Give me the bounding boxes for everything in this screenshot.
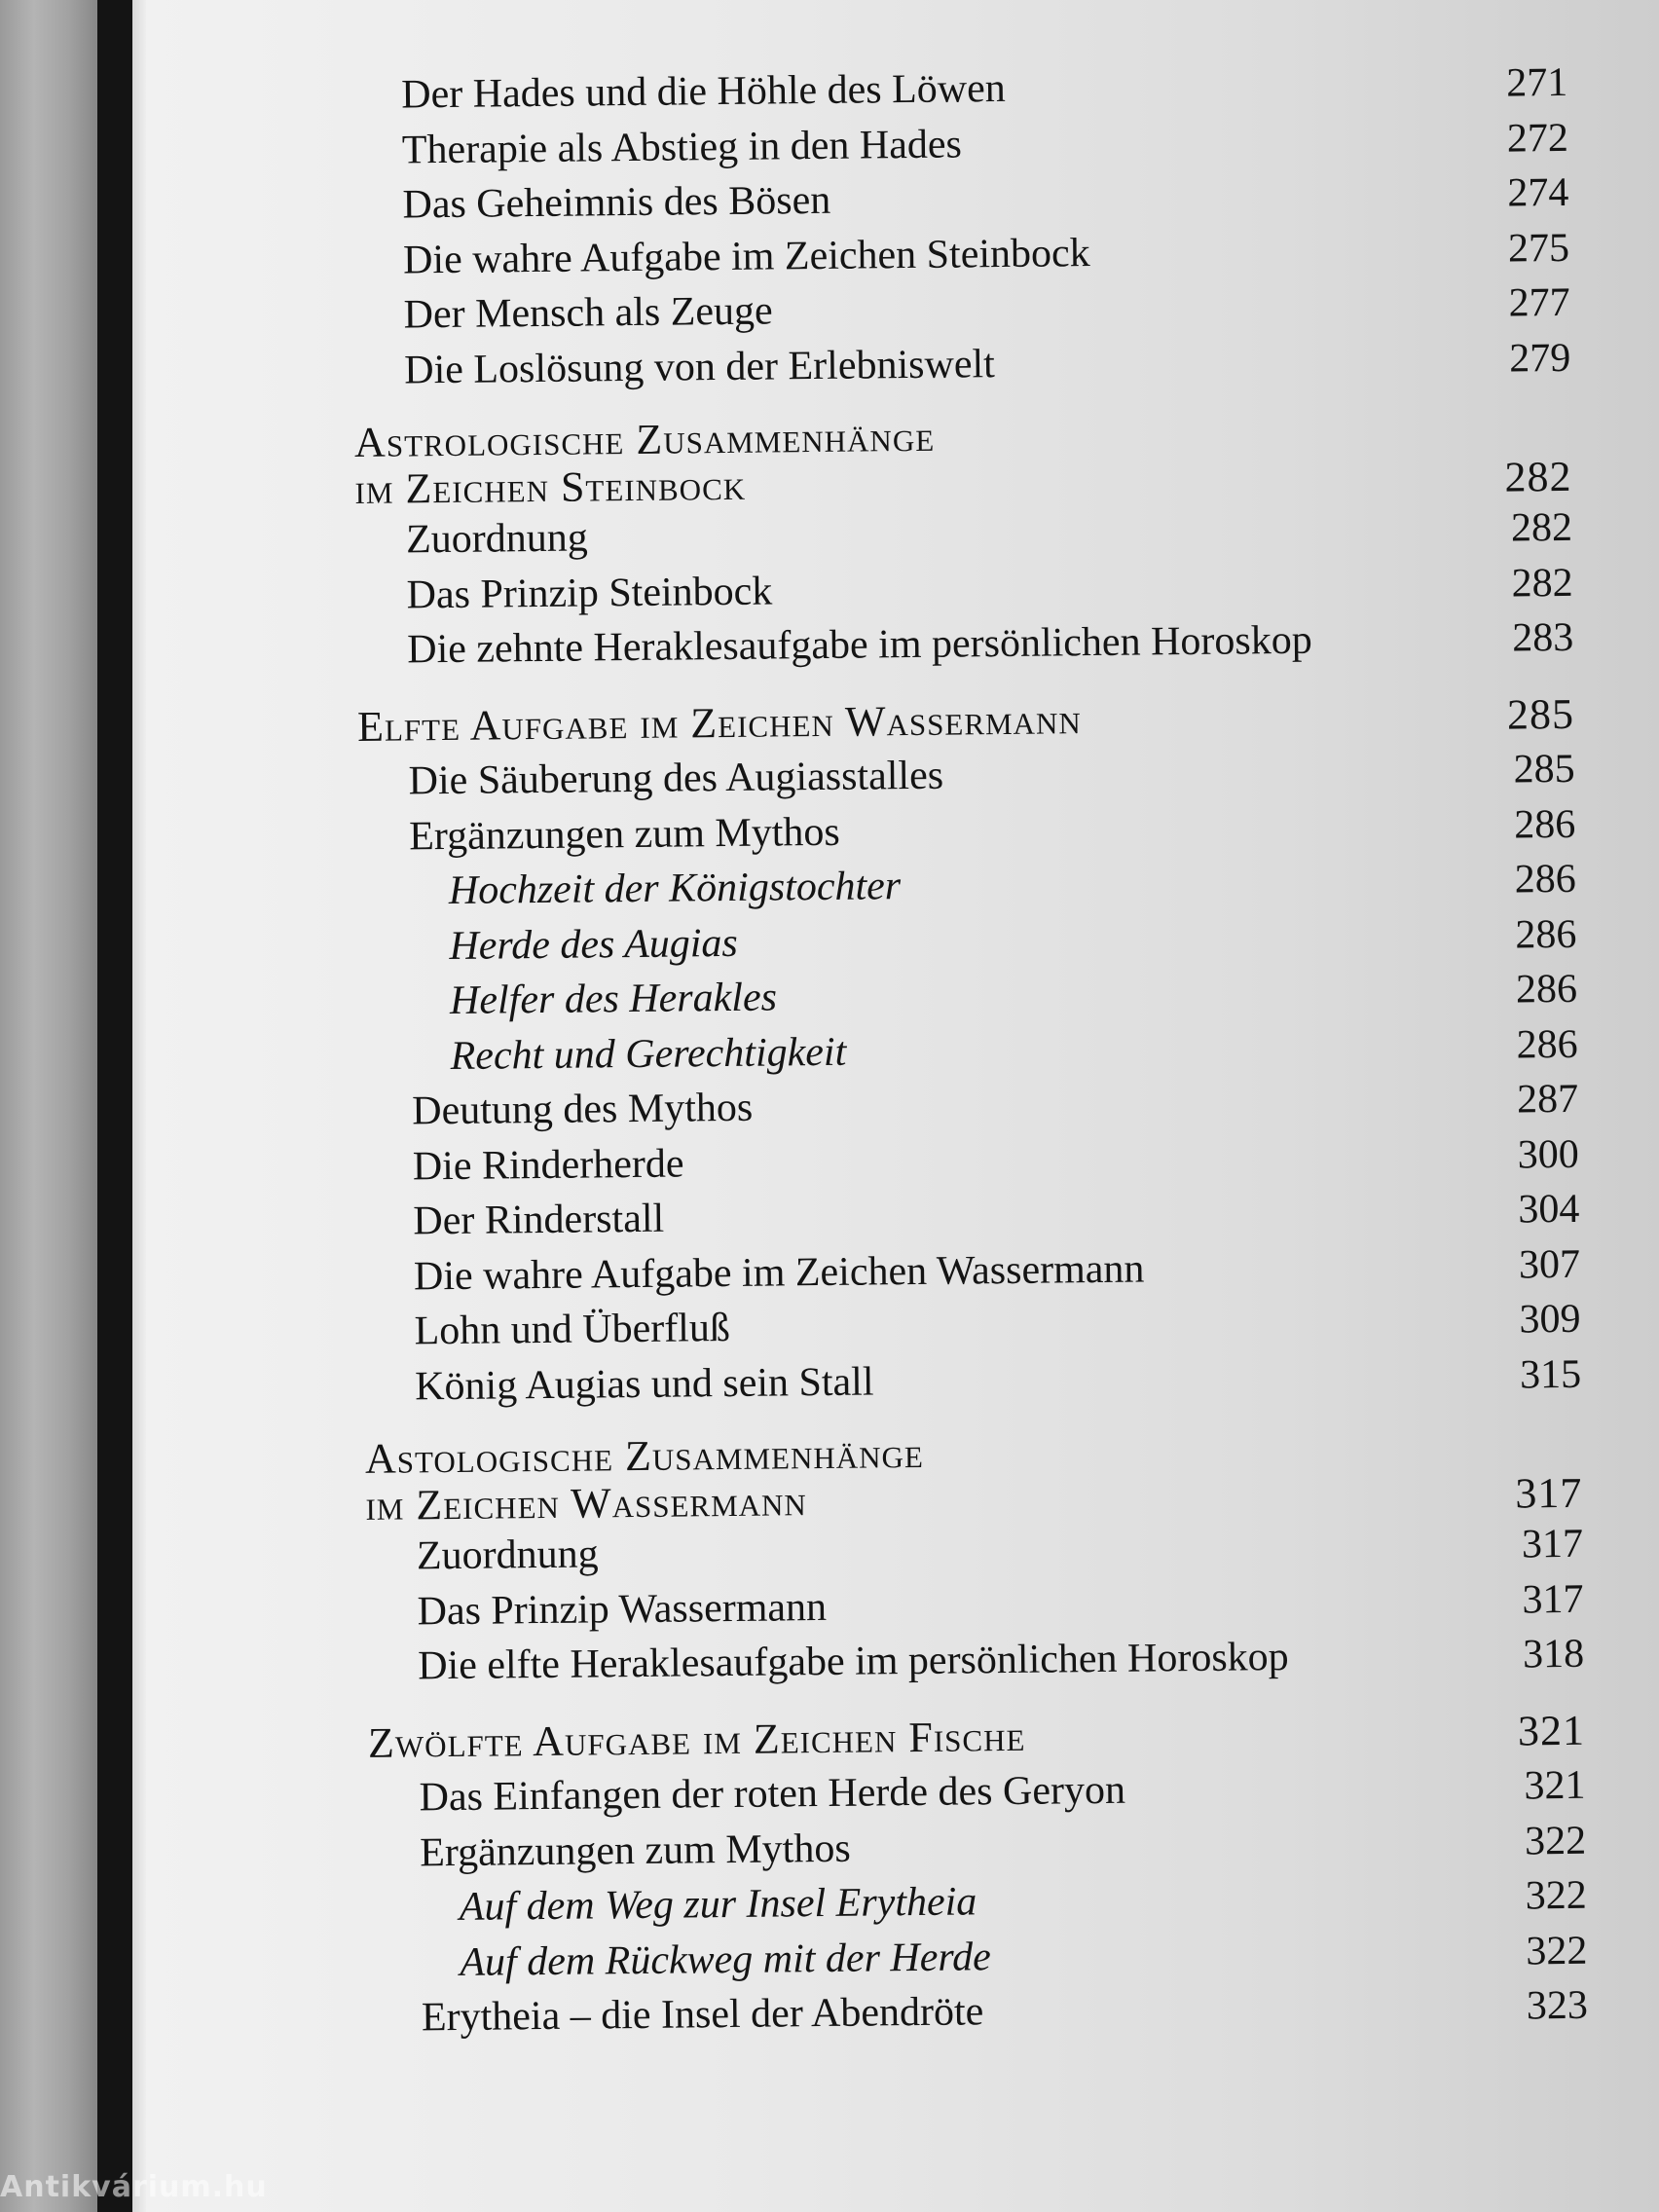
toc-entry-page: 323 — [1526, 1982, 1589, 2029]
section-heading-line2: im Zeichen Wassermann — [365, 1477, 808, 1530]
toc-subentry-page: 286 — [1516, 1021, 1578, 1068]
toc-entry-page: 279 — [1508, 335, 1571, 382]
toc-entry-title: Die wahre Aufgabe im Zeichen Wassermann — [413, 1246, 1145, 1299]
toc-subentry-title: Hochzeit der Königstochter — [448, 864, 902, 913]
toc-entry — [353, 330, 1571, 398]
toc-entry — [356, 610, 1574, 679]
toc-entry-title: Die Rinderherde — [412, 1140, 684, 1189]
section-heading-title: Elfte Aufgabe im Zeichen Wassermann — [356, 694, 1082, 751]
toc-entry-title: Das Geheimnis des Bösen — [402, 177, 831, 228]
toc-entry-page: 272 — [1506, 115, 1569, 162]
toc-entry-page: 271 — [1505, 59, 1568, 106]
toc-entry-page: 274 — [1507, 169, 1569, 216]
toc-entry-title: Die zehnte Heraklesaufgabe im persönlichen Horoskop — [407, 617, 1312, 673]
table-of-contents — [350, 55, 1588, 2046]
toc-entry-title: Das Prinzip Wassermann — [417, 1584, 828, 1634]
book-spine-edge — [97, 0, 132, 2212]
toc-entry-page: 286 — [1513, 801, 1576, 848]
toc-entry-title: Ergänzungen zum Mythos — [419, 1825, 851, 1875]
section-heading-line1: Astrologische Zusammenhänge — [353, 412, 936, 466]
toc-entry-title: Die elfte Heraklesaufgabe im persönlichen Horoskop — [417, 1634, 1289, 1689]
toc-entry-title: Erytheia – die Insel der Abendröte — [421, 1989, 984, 2041]
toc-entry-page: 317 — [1522, 1576, 1584, 1622]
toc-entry-title: Der Hades und die Höhle des Löwen — [401, 65, 1006, 118]
toc-subentry-title: Herde des Augias — [449, 920, 738, 969]
toc-entry-title: Zuordnung — [405, 515, 588, 563]
toc-entry — [364, 1346, 1582, 1415]
section-page: 285 — [1506, 689, 1575, 739]
toc-entry-title: Zuordnung — [416, 1531, 599, 1579]
toc-entry-title: Ergänzungen zum Mythos — [409, 809, 840, 859]
toc-subentry-page: 286 — [1515, 966, 1578, 1013]
toc-entry-page: 283 — [1511, 614, 1574, 661]
toc-entry-page: 307 — [1518, 1241, 1581, 1288]
section-heading-title: Zwölfte Aufgabe im Zeichen Fische — [367, 1712, 1026, 1767]
toc-subentry-title: Helfer des Herakles — [449, 975, 778, 1023]
toc-subentry-title: Auf dem Rückweg mit der Herde — [460, 1934, 992, 1985]
toc-entry-title: König Augias und sein Stall — [414, 1358, 874, 1409]
toc-subentry-page: 322 — [1525, 1872, 1587, 1919]
toc-entry-page: 287 — [1516, 1076, 1579, 1123]
toc-subentry-page: 322 — [1526, 1928, 1588, 1973]
toc-entry-page: 315 — [1519, 1351, 1582, 1397]
toc-entry-title: Die wahre Aufgabe im Zeichen Steinbock — [402, 230, 1090, 282]
toc-entry-page: 277 — [1508, 279, 1570, 326]
toc-entry-title: Deutung des Mythos — [411, 1085, 754, 1134]
toc-subentry-title: Auf dem Weg zur Insel Erytheia — [459, 1879, 977, 1930]
toc-entry-page: 318 — [1522, 1631, 1585, 1677]
toc-subentry-title: Recht und Gerechtigkeit — [450, 1029, 847, 1079]
toc-subentry-page: 286 — [1515, 911, 1577, 958]
toc-entry — [367, 1627, 1585, 1695]
toc-entry-title: Der Mensch als Zeuge — [403, 288, 773, 338]
section-page: 321 — [1517, 1706, 1586, 1755]
section-page: 317 — [1515, 1468, 1583, 1518]
toc-entry-page: 322 — [1524, 1818, 1587, 1863]
toc-entry-page: 282 — [1511, 560, 1573, 607]
watermark: Antikvárium.hu — [0, 2170, 268, 2204]
background-surface — [0, 0, 97, 2212]
toc-entry-title: Der Rinderstall — [413, 1196, 665, 1244]
section-page: 282 — [1504, 452, 1572, 501]
toc-entry-page: 300 — [1517, 1131, 1579, 1178]
toc-entry-page: 321 — [1524, 1762, 1586, 1809]
page-edge — [132, 0, 146, 2212]
toc-subentry-page: 286 — [1514, 856, 1577, 903]
toc-entry-page: 317 — [1521, 1521, 1584, 1567]
toc-entry-title: Das Prinzip Steinbock — [406, 568, 773, 617]
toc-entry-title: Die Säuberung des Augiasstalles — [408, 753, 944, 804]
toc-entry-page: 285 — [1513, 746, 1575, 793]
toc-entry-page: 304 — [1518, 1186, 1580, 1233]
toc-entry-title: Therapie als Abstieg in den Hades — [401, 121, 963, 172]
section-heading-line2: im Zeichen Steinbock — [354, 461, 747, 513]
toc-entry-title: Das Einfangen der roten Herde des Geryon — [419, 1767, 1126, 1821]
section-heading-line1: Astologische Zusammenhänge — [364, 1428, 925, 1483]
toc-entry-title: Lohn und Überfluß — [414, 1305, 731, 1354]
toc-entry-title: Die Loslösung von der Erlebniswelt — [404, 341, 996, 392]
toc-entry-page: 309 — [1519, 1296, 1581, 1343]
toc-entry-page: 282 — [1510, 504, 1573, 551]
toc-entry-page: 275 — [1507, 225, 1570, 272]
